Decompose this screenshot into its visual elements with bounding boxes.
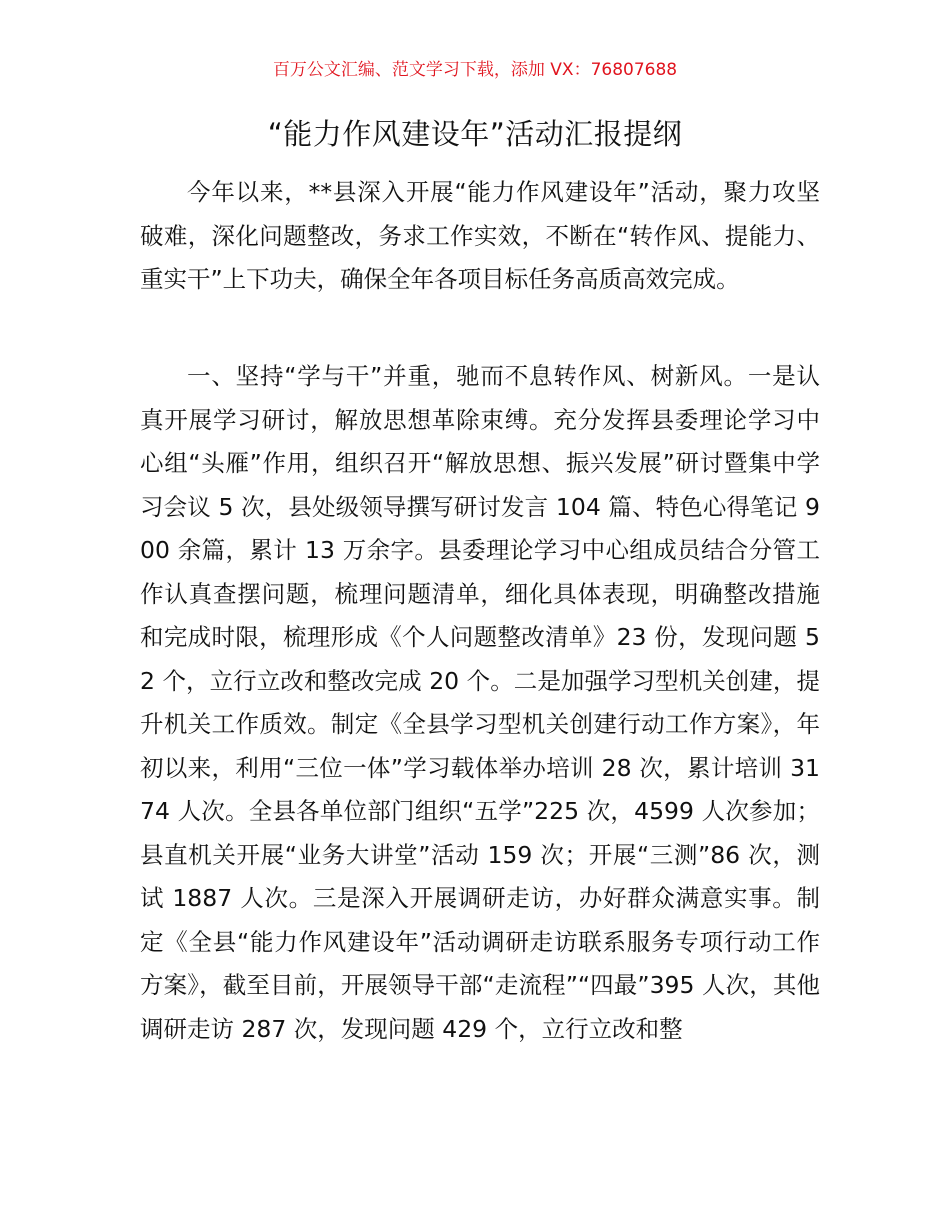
- paragraph-section-1: 一、坚持“学与干”并重，驰而不息转作风、树新风。一是认真开展学习研讨，解放思想革除束缚。充分发挥县委理论学习中心组“头雁”作用，组织召开“解放思想、振兴发展”研讨暨集中学习会议 5 次，县处级领导撰写研讨发言 104 篇、特色心得笔记 900 余篇，累计 13 万余字。县委理论学习中心组成员结合分管工作认真查摆问题，梳理问题清单，细化具体表现，明确整改措施和完成时限，梳理形成《个人问题整改清单》23 份，发现问题 52 个，立行立改和整改完成 20 个。二是加强学习型机关创建，提升机关工作质效。制定《全县学习型机关创建行动工作方案》，年初以来，利用“三位一体”学习载体举办培训 28 次，累计培训 3174 人次。全县各单位部门组织“五学”225 次，4599 人次参加；县直机关开展“业务大讲堂”活动 159 次；开展“三测”86 次，测试 1887 人次。三是深入开展调研走访，办好群众满意实事。制定《全县“能力作风建设年”活动调研走访联系服务专项行动工作方案》，截至目前，开展领导干部“走流程”“四最”395 人次，其他调研走访 287 次，发现问题 429 个，立行立改和整: [140, 362, 820, 1043]
- watermark-header: 百万公文汇编、范文学习下载，添加 VX：76807688: [272, 60, 678, 80]
- document-title: “能力作风建设年”活动汇报提纲: [267, 117, 683, 151]
- paragraph-intro: 今年以来，**县深入开展“能力作风建设年”活动，聚力攻坚破难，深化问题整改，务求工作实效，不断在“转作风、提能力、重实干”上下功夫，确保全年各项目标任务高质高效完成。: [140, 178, 820, 293]
